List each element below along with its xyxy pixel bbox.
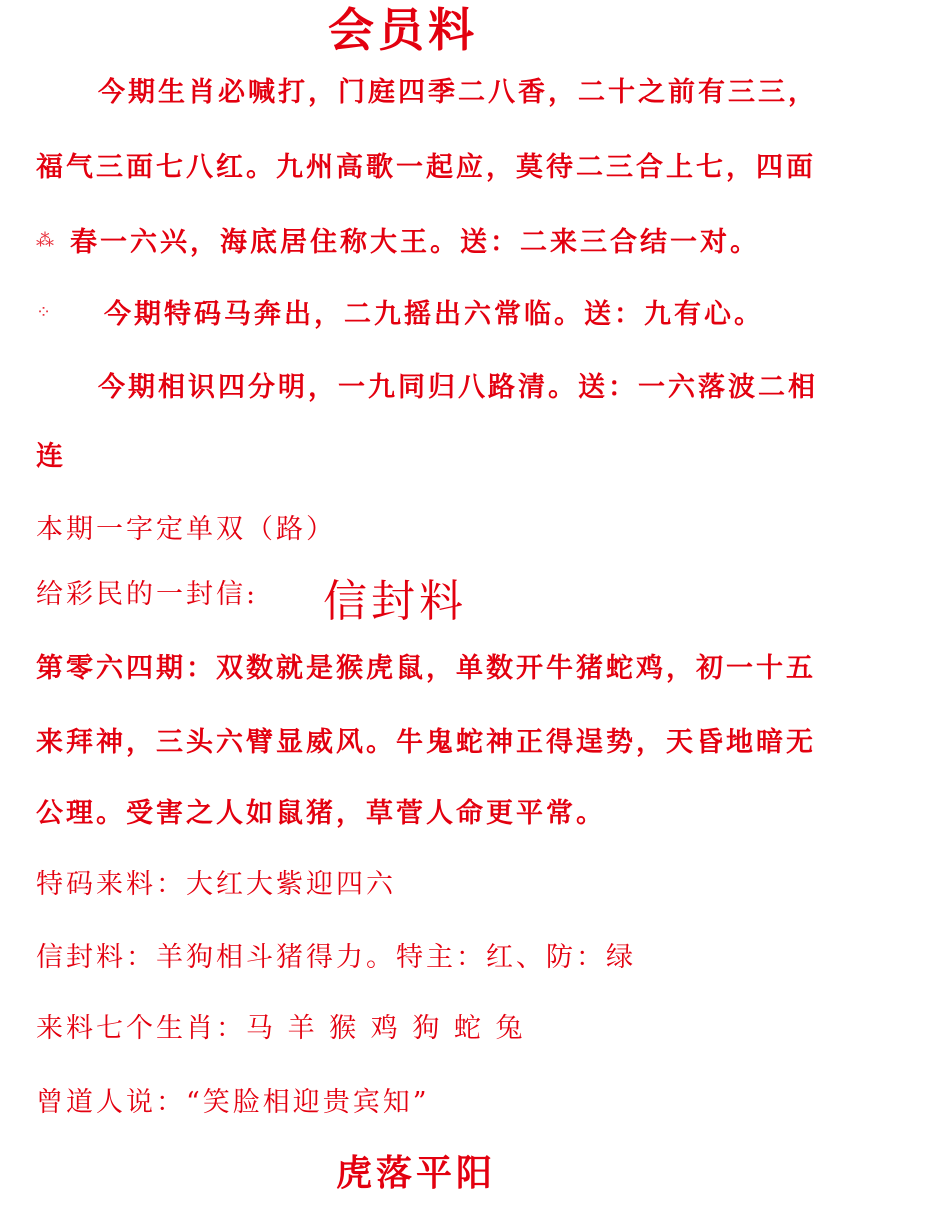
scan-mark: ⁘ [36,302,52,323]
member-p3-line2: 连 [36,441,66,472]
envelope-title: 信封料 [323,576,467,627]
special-code-line: 特码来料：大红大紫迎四六 [36,869,396,900]
single-double-line: 本期一字定单双（路） [36,514,336,545]
zodiac-line: 来料七个生肖：马 羊 猴 鸡 狗 蛇 兔 [36,1013,526,1044]
issue-line1: 第零六四期：双数就是猴虎鼠，单数开牛猪蛇鸡，初一十五 [36,653,816,684]
member-p3-line1: 今期相识四分明，一九同归八路清。送：一六落波二相 [98,372,818,403]
scan-mark: ⁂ [36,230,54,251]
member-title: 会员料 [328,3,478,57]
issue-line2: 来拜神，三头六臂显威风。牛鬼蛇神正得逞势，天昏地暗无 [36,727,816,758]
issue-line3: 公理。受害之人如鼠猪，草菅人命更平常。 [36,798,606,829]
member-p2: 今期特码马奔出，二九摇出六常临。送：九有心。 [104,299,764,330]
taoist-saying-line: 曾道人说：“笑脸相迎贵宾知” [36,1087,430,1118]
footer-title: 虎落平阳 [336,1152,497,1194]
member-p1-line1: 今期生肖必喊打，门庭四季二八香，二十之前有三三， [98,77,818,108]
envelope-line: 信封料：羊狗相斗猪得力。特主：红、防：绿 [36,942,636,973]
member-p1-line3: 春一六兴，海底居住称大王。送：二来三合结一对。 [70,227,760,258]
letter-intro: 给彩民的一封信: [36,579,259,610]
member-p1-line2: 福气三面七八红。九州高歌一起应，莫待二三合上七，四面 [36,152,816,183]
